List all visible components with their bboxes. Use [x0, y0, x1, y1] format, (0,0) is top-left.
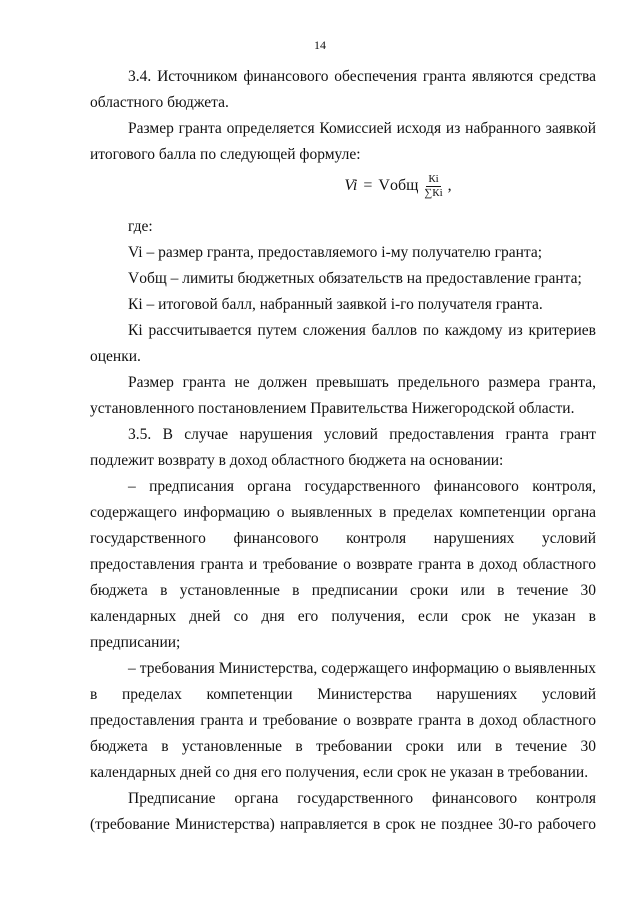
formula-equals: = [363, 177, 373, 194]
formula-numerator: Кi [428, 172, 439, 185]
paragraph-ki-calc: Кi рассчитывается путем сложения баллов по каждому из критериев оценки. [90, 322, 596, 365]
paragraph-where: где: [128, 218, 153, 235]
paragraph-bullet-requirement: – требования Министерства, содержащего информацию о выявленных в пределах компетенции Министерства нарушениях условий предоставления гранта и требование о возврате гранта в доход областного бюджета в установленные в требовании сроки или в течение 30 календарных дней со дня его получения, если срок не указан в требовании. [90, 660, 596, 781]
document-body [90, 64, 596, 838]
formula-vobsh: Vобщ [378, 177, 419, 194]
paragraph-grant-limit: Размер гранта не должен превышать предельного размера гранта, установленного постановлением Правительства Нижегородской области. [90, 374, 596, 417]
formula-comma: , [447, 177, 452, 194]
paragraph-bullet-prescription: – предписания органа государственного финансового контроля, содержащего информацию о выявленных в пределах компетенции органа государственного финансового контроля нарушениях условий предоставления гранта и требование о возврате гранта в доход областного бюджета в установленные в предписании сроки или в течение 30 календарных дней со дня его получения, если срок не указан в предписании; [90, 478, 596, 651]
paragraph-prescription-term: Предписание органа государственного финансового контроля (требование Министерства) направляется в срок не позднее 30-го рабочего [90, 790, 596, 833]
paragraph-grant-size: Размер гранта определяется Комиссией исходя из набранного заявкой итогового балла по следующей формуле: [90, 120, 596, 163]
formula-lhs: Vi [344, 177, 358, 194]
paragraph-vi-def: Vi – размер гранта, предоставляемого i-му получателю гранта; [128, 244, 543, 261]
paragraph-3-4: 3.4. Источником финансового обеспечения гранта являются средства областного бюджета. [90, 68, 596, 111]
paragraph-3-5: 3.5. В случае нарушения условий предоставления гранта грант подлежит возврату в доход областного бюджета на основании: [90, 426, 596, 469]
page-number: 14 [314, 38, 326, 52]
grant-formula [90, 168, 596, 204]
formula-denominator: ∑Кi [424, 186, 443, 199]
formula-fraction [422, 173, 444, 200]
paragraph-ki-def: Кi – итоговой балл, набранный заявкой i-го получателя гранта. [128, 296, 543, 313]
paragraph-vobsh-def: Vобщ – лимиты бюджетных обязательств на предоставление гранта; [128, 270, 582, 287]
